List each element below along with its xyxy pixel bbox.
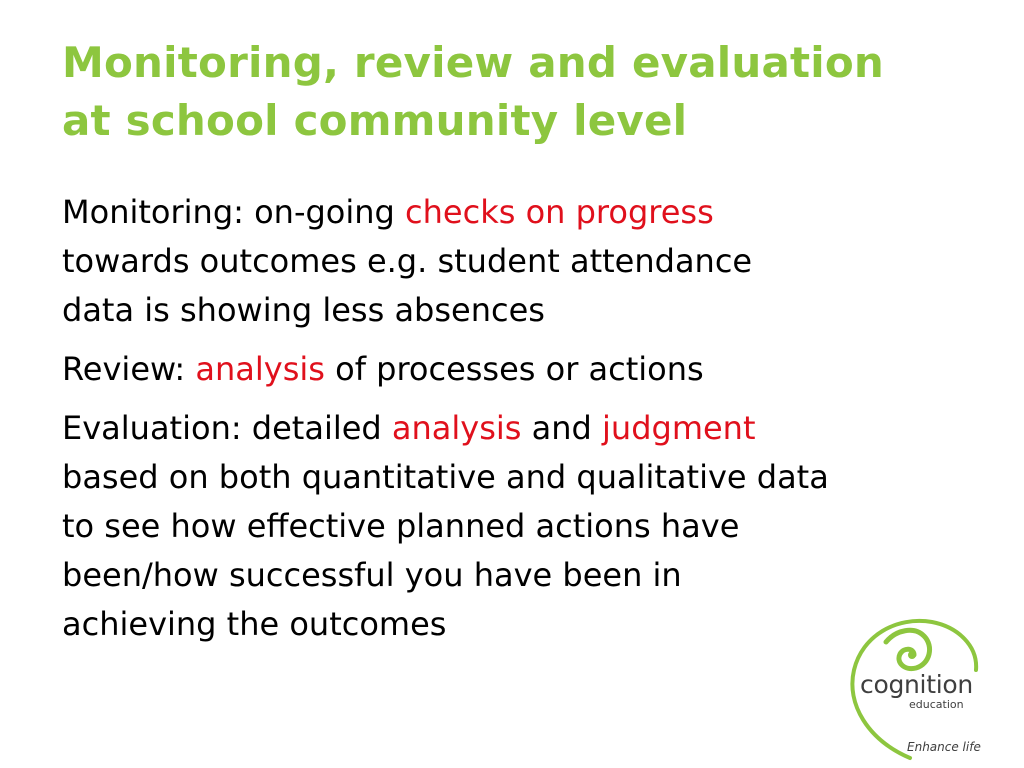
evaluation-label: Evaluation: detailed [62, 409, 392, 447]
evaluation-paragraph [62, 404, 962, 649]
evaluation-line-5: achieving the outcomes [62, 605, 447, 643]
evaluation-line-1 [62, 404, 962, 453]
review-label: Review: [62, 350, 196, 388]
logo-subtitle: education [909, 698, 964, 711]
review-highlight: analysis [195, 350, 325, 388]
monitoring-line-2: towards outcomes e.g. student attendance [62, 242, 753, 280]
monitoring-line-3: data is showing less absences [62, 291, 545, 329]
evaluation-highlight-judgment: judgment [602, 409, 756, 447]
monitoring-line-1 [62, 188, 962, 237]
review-paragraph [62, 345, 962, 394]
slide-title [62, 34, 982, 150]
slide-body [62, 188, 962, 659]
logo-tagline: Enhance life [907, 740, 981, 754]
monitoring-highlight: checks on progress [405, 193, 714, 231]
review-rest: of processes or actions [324, 350, 704, 388]
evaluation-highlight-analysis: analysis [391, 409, 522, 447]
evaluation-line-4: been/how successful you have been in [62, 556, 682, 594]
evaluation-and: and [521, 409, 603, 447]
logo-wordmark: cognition [860, 670, 973, 699]
title-line-2: at school community level [62, 96, 688, 145]
monitoring-paragraph [62, 188, 962, 335]
title-line-1: Monitoring, review and evaluation [62, 38, 885, 87]
evaluation-line-2: based on both quantitative and qualitative data [62, 458, 829, 496]
evaluation-line-3: to see how effective planned actions have [62, 507, 740, 545]
monitoring-label: Monitoring: on-going [62, 193, 406, 231]
review-line [62, 345, 962, 394]
